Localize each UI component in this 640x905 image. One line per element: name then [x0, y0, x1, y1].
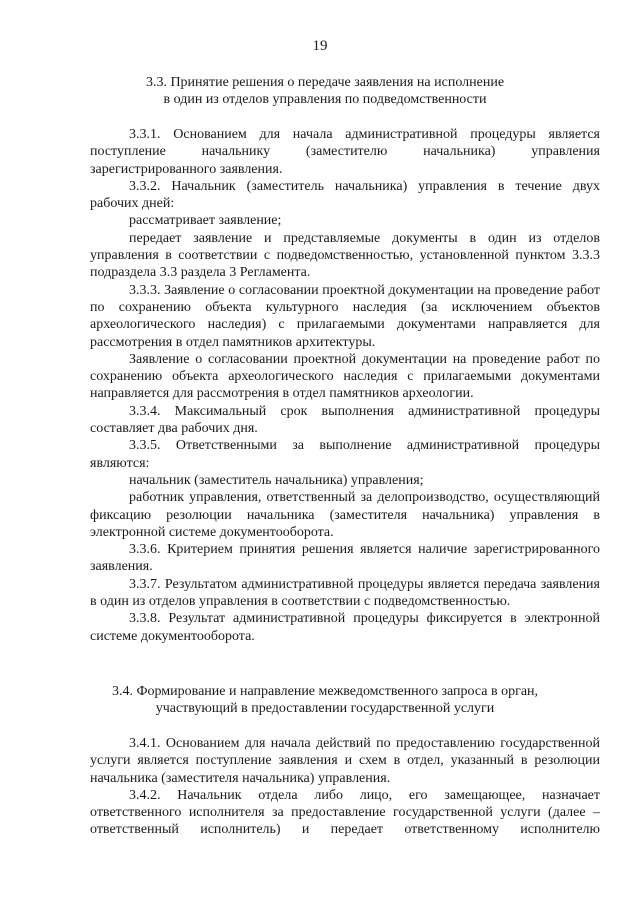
paragraph-3-3-4: 3.3.4. Максимальный срок выполнения административной процедуры составляет два рабочих дня.: [90, 403, 600, 437]
section-title-3-4-line2: участвующий в предоставлении государственной услуги: [155, 701, 495, 716]
section-title-3-3: [90, 74, 560, 108]
paragraph-3-3-2-item-2: передает заявление и представляемые документы в один из отделов управления в соответствии с подведомственностью, установленной пунктом 3.3.3 подраздела 3.3 раздела 3 Регламента.: [90, 230, 600, 281]
paragraph-3-3-5: 3.3.5. Ответственными за выполнение административной процедуры являются:: [90, 438, 600, 471]
paragraph-3-3-3: 3.3.3. Заявление о согласовании проектной документации на проведение работ по сохранению объекта культурного наследия (за исключением объектов археологического наследия) с прилагаемыми документами направляется для рассмотрения в отдел памятников архитектуры.: [90, 282, 600, 350]
section-title-3-3-line2: в один из отделов управления по подведомственности: [163, 92, 487, 107]
paragraph-3-3-3-archaeology: Заявление о согласовании проектной документации на проведение работ по сохранению объекта археологического наследия с прилагаемыми документами направляется для рассмотрения в отдел памятников археологии.: [90, 351, 600, 402]
page-number: 19: [312, 38, 328, 54]
paragraph-3-3-6: 3.3.6. Критерием принятия решения является наличие зарегистрированного заявления.: [90, 542, 600, 575]
paragraph-3-4-2: 3.4.2. Начальник отдела либо лицо, его замещающее, назначает ответственного исполнителя за предоставление государственной услуги (далее – ответственный исполнитель) и передает ответственному исполнителю: [90, 787, 600, 838]
section-3-4-body: [90, 735, 600, 839]
paragraph-3-3-8: 3.3.8. Результат административной процедуры фиксируется в электронной системе документооборота.: [90, 611, 600, 644]
section-3-3-body: [90, 126, 600, 645]
paragraph-3-3-2-item-1: рассматривает заявление;: [129, 213, 282, 229]
paragraph-3-3-7: 3.3.7. Результатом административной процедуры является передача заявления в один из отделов управления в соответствии с подведомственностью.: [90, 576, 600, 610]
section-title-3-4: [90, 683, 560, 717]
paragraph-3-3-2: 3.3.2. Начальник (заместитель начальника) управления в течение двух рабочих дней:: [90, 178, 600, 212]
paragraph-3-3-5-item-1: начальник (заместитель начальника) управления;: [129, 472, 424, 488]
section-title-3-4-line1: 3.4. Формирование и направление межведомственного запроса в орган,: [111, 684, 539, 699]
section-title-3-3-line1: 3.3. Принятие решения о передаче заявления на исполнение: [145, 75, 505, 90]
paragraph-3-3-5-item-2: работник управления, ответственный за делопроизводство, осуществляющий фиксацию резолюции начальника (заместителя начальника) управления в электронной системе документооборота.: [90, 490, 600, 540]
paragraph-3-3-1: 3.3.1. Основанием для начала административной процедуры является поступление начальнику (заместителю начальника) управления зарегистрированного заявления.: [90, 127, 600, 177]
paragraph-3-4-1: 3.4.1. Основанием для начала действий по предоставлению государственной услуги является поступление заявления и схем в отдел, указанный в резолюции начальника (заместителя начальника) управления.: [90, 736, 600, 786]
